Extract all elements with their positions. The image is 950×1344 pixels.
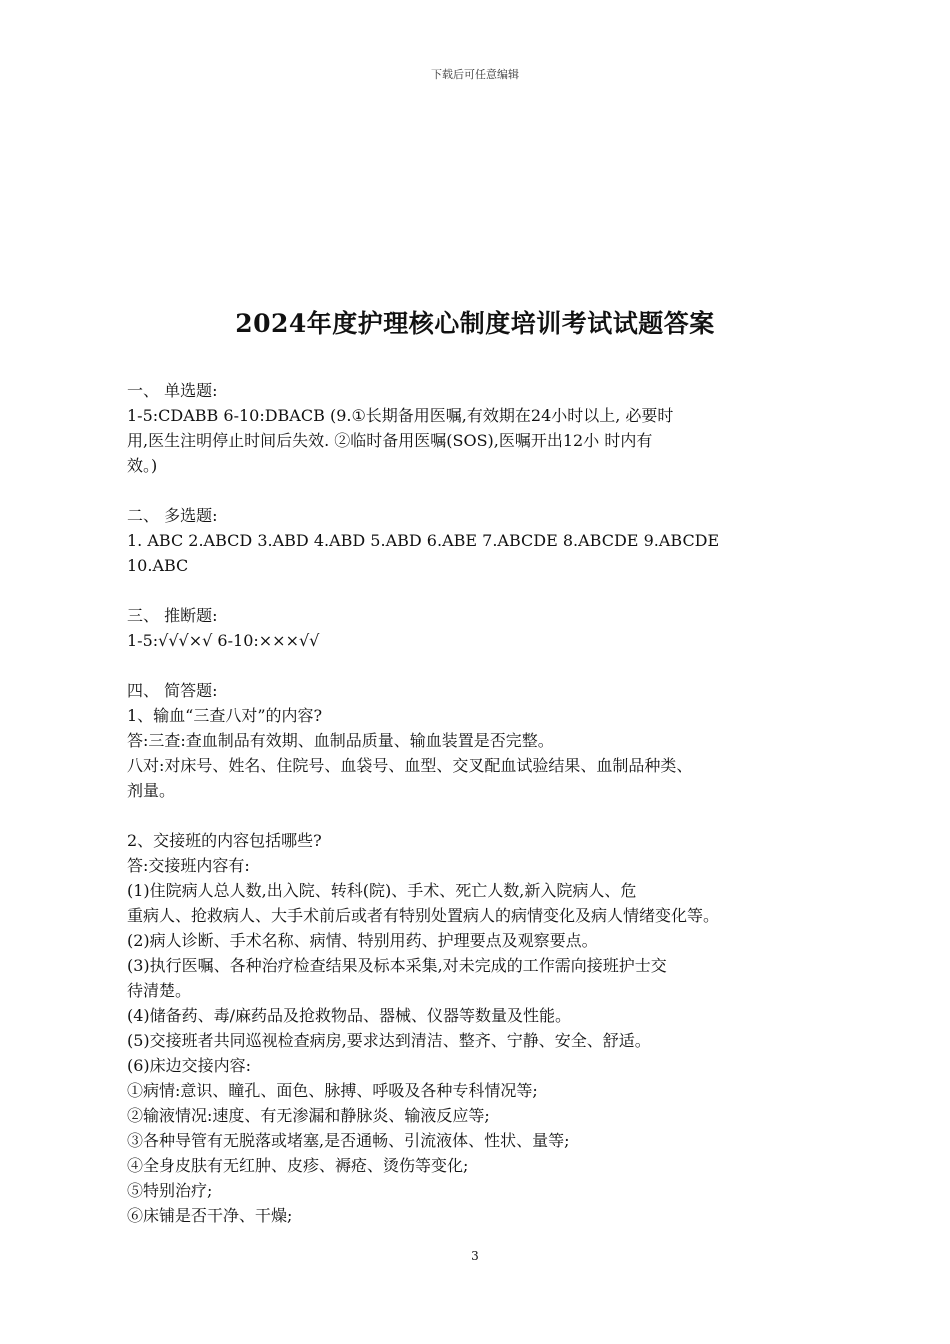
answer-line: 重病人、抢救病人、大手术前后或者有特别处置病人的病情变化及病人情绪变化等。 xyxy=(127,906,720,925)
answer-line: 效。) xyxy=(127,456,158,475)
answer-line: 剂量。 xyxy=(127,781,176,800)
answer-line: (5)交接班者共同巡视检查病房,要求达到清洁、整齐、宁静、安全、舒适。 xyxy=(127,1031,651,1050)
section-heading-judgement: 三、 推断题: xyxy=(127,606,218,625)
answer-line: ①病情:意识、瞳孔、面色、脉搏、呼吸及各种专科情况等; xyxy=(127,1081,538,1100)
answer-line: (3)执行医嘱、各种治疗检查结果及标本采集,对未完成的工作需向接班护士交 xyxy=(127,956,667,975)
section-heading-short-answer: 四、 简答题: xyxy=(127,681,218,700)
question-1: 1、输血“三查八对”的内容? xyxy=(127,706,323,725)
answer-line: (2)病人诊断、手术名称、病情、特别用药、护理要点及观察要点。 xyxy=(127,931,598,950)
answer-line: 1-5:CDABB 6-10:DBACB (9.①长期备用医嘱,有效期在24小时以上, 必要时 xyxy=(127,406,674,425)
answer-line: ③各种导管有无脱落或堵塞,是否通畅、引流液体、性状、量等; xyxy=(127,1131,570,1150)
answer-line: ④全身皮肤有无红肿、皮疹、褥疮、烫伤等变化; xyxy=(127,1156,469,1175)
answer-line: ⑤特别治疗; xyxy=(127,1181,213,1200)
answer-line: 八对:对床号、姓名、住院号、血袋号、血型、交叉配血试验结果、血制品种类、 xyxy=(127,756,693,775)
answer-line: ②输液情况:速度、有无渗漏和静脉炎、输液反应等; xyxy=(127,1106,490,1125)
answer-line: 1. ABC 2.ABCD 3.ABD 4.ABD 5.ABD 6.ABE 7.ABCDE 8.ABCDE 9.ABCDE xyxy=(127,531,720,550)
answer-line: (1)住院病人总人数,出入院、转科(院)、手术、死亡人数,新入院病人、危 xyxy=(127,881,637,900)
page-number: 3 xyxy=(471,1249,479,1263)
answer-line: 用,医生注明停止时间后失效. ②临时备用医嘱(SOS),医嘱开出12小 时内有 xyxy=(127,431,653,450)
answer-line: 10.ABC xyxy=(127,556,189,575)
answer-line: 答:交接班内容有: xyxy=(127,856,250,875)
document-body xyxy=(127,378,827,1228)
answer-line: 待清楚。 xyxy=(127,981,192,1000)
answer-line: (4)储备药、毒/麻药品及抢救物品、器械、仪器等数量及性能。 xyxy=(127,1006,572,1025)
question-2: 2、交接班的内容包括哪些? xyxy=(127,831,322,850)
answer-line: ⑥床铺是否干净、干燥; xyxy=(127,1206,293,1225)
header-note: 下载后可任意编辑 xyxy=(431,68,519,81)
answer-line: 1-5:√√√×√ 6-10:×××√√ xyxy=(127,631,320,650)
section-heading-multiple-choice: 二、 多选题: xyxy=(127,506,218,525)
document-title: 2024年度护理核心制度培训考试试题答案 xyxy=(235,309,715,338)
answer-line: (6)床边交接内容: xyxy=(127,1056,252,1075)
section-heading-single-choice: 一、 单选题: xyxy=(127,381,218,400)
answer-line: 答:三查:查血制品有效期、血制品质量、输血装置是否完整。 xyxy=(127,731,554,750)
